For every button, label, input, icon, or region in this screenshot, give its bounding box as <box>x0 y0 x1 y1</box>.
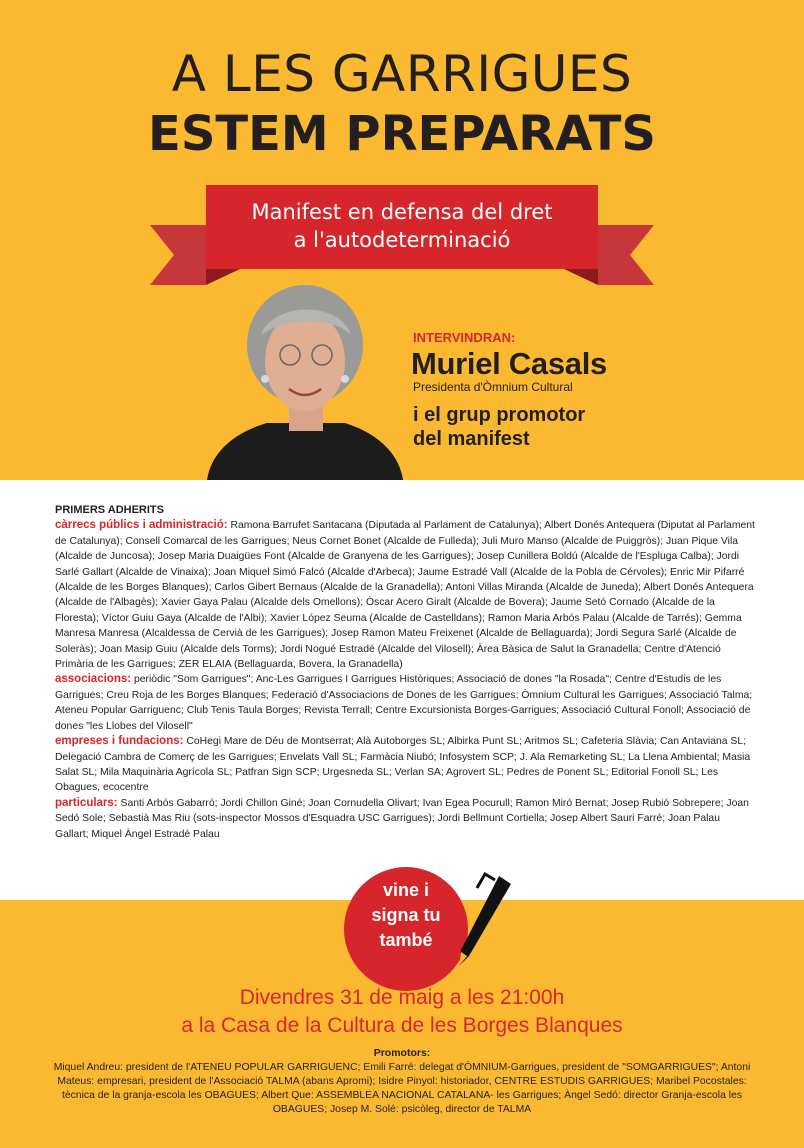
event-date: Divendres 31 de maig a les 21:00h <box>239 986 565 1009</box>
pen-icon <box>455 872 515 970</box>
category-text: periòdic "Som Garrigues"; Anc-Les Garrigues I Garrigues Històriques; Associació de dones "la Rosada"; Centre d'Estudis de les Garrigues; Creu Roja de les Borges Blanques; Federació d'Associacions de Dones de les Garrigues; Òmnium Cultural les Garrigues; Associació Talma; Ateneu Popular Garriguenc; Club Tenis Taula Borges; Revista Terrall; Centre Excursionista Borges-Garrigues; Associació Cultural Fonoll; Associació de dones "les Llobes del Vilosell" <box>55 674 753 732</box>
speaker-name: Muriel Casals <box>411 346 607 381</box>
category-label: particulars: <box>55 796 118 809</box>
adherents-section <box>55 503 755 842</box>
cta-line3: també <box>379 930 433 950</box>
ribbon-right-fold <box>564 269 598 285</box>
photo-shoulders <box>207 423 403 480</box>
ribbon-line2: a l'autodeterminació <box>293 228 511 252</box>
promoters-title: Promotors: <box>373 1047 431 1059</box>
group-line2: del manifest <box>413 428 530 450</box>
category-text: Ramona Barrufet Santacana (Diputada al Parlament de Catalunya); Albert Donés Antequera (Diputat al Parlament de Catalunya); Consell Comarcal de les Garrigues; Neus Cornet Bonet (Alcalde de Fulleda); Juli Muro Manso (Alcalde de Puiggròs); Juan Pique Vila (Alcalde de Juncosa); Josep Maria Duaigües Font (Alcalde de Granyena de les Garrigues); Josep Cunillera Boldú (Alcalde de l'Espluga Calba); Jordi Sarlé Gallart (Alcalde de Vinaixa); Joan Miquel Simó Falcó (Alcalde d'Arbeca); Jaume Estradé Vall (Alcalde de la Pobla de Cérvoles); Enric Mir Pifarré (Alcalde de les Borges Blanques); Carlos Gibert Bernaus (Alcalde de la Granadella); Antoni Villas Miranda (Alcalde de Juneda); Albert Donés Antequera (Alcalde de l'Albagès); Xavier Gaya Palau (Alcalde dels Omellons); Òscar Acero Giralt (Alcalde de Bovera); Jaume Setó Cornado (Alcalde de la Floresta); Víctor Guiu Gaya (Alcalde de l'Albi); Xavier López Seuma (Alcalde de Castelldans); Ramon Maria Arbós Palau (Alcalde de Tarrés); Gemma Manresa Manresa (Alcaldessa de Cervià de les Garrigues); Josep Ramon Mateu Freixenet (Alcalde de Bellaguarda); Jordi Segura Sarlé (Alcalde de Soleràs); Joan Masip Guiu (Alcalde dels Torms); Jordi Nogué Estradé (Alcalde del Vilosell); Àrea Bàsica de Salut la Granadella; Centre d'Atenció Primària de les Garrigues; ZER ELAIA (Bellaguarda, Bovera, la Granadella) <box>55 520 755 671</box>
photo-earring-right <box>341 375 349 383</box>
ribbon-line1: Manifest en defensa del dret <box>251 200 553 224</box>
adherents-paragraph <box>55 796 755 842</box>
speaker-role: Presidenta d'Òmnium Cultural <box>413 380 573 394</box>
title-line1: A LES GARRIGUES <box>171 45 633 103</box>
sign-call-to-action <box>344 878 468 953</box>
intro-label: INTERVINDRAN: <box>413 330 516 345</box>
adherents-paragraph <box>55 734 755 796</box>
event-info <box>0 984 804 1040</box>
title-line2: ESTEM PREPARATS <box>148 106 656 162</box>
event-place: a la Casa de la Cultura de les Borges Blanques <box>181 1014 623 1037</box>
adherents-title: PRIMERS ADHERITS <box>55 504 164 516</box>
pen-body <box>459 876 511 966</box>
speaker-photo <box>205 283 405 480</box>
category-text: CoHegi Mare de Déu de Montserrat; Alà Autoborges SL; Albirka Punt SL; Aritmos SL; Cafeteria Slàvia; Can Antaviana SL; Delegació Cambra de Comerç de les Garrigues; Envelats Vall SL; Farmàcia Niubó; Infosystem SCP; J. Ala Remarketing SL; La Llena Ambiental; Masia Salat SL; Mila Maquinària Agrícola SL; Patfran Sign SCP; Urgesneda SL; Verlan SA; Agrovert SL; Pedres de Ponent SL; Editorial Fonoll SL; Les Obagues, ecocentre <box>55 736 751 794</box>
promoters-text: Miquel Andreu: president de l'ATENEU POPULAR GARRIGUENC; Emili Farré: delegat d'ÒMNIUM-Garrigues, president de "SOMGARRIGUES"; Antoni Mateus: empresari, president de l'Associació TALMA (abans Apromi); Isidre Pinyol: historiador, CENTRE ESTUDIS GARRIGUES; Maribel Pocostales: tècnica de la granja-escola les OBAGUES; Albert Que: ASSEMBLEA NACIONAL CATALANA- les Garrigues; Àngel Sedó: director Granja-escola les OBAGUES; Josep M. Solé: psicòleg, director de TALMA <box>53 1062 751 1115</box>
category-label: càrrecs públics i administració: <box>55 519 228 532</box>
ribbon-right-tail <box>598 225 654 285</box>
ribbon-left-tail <box>150 225 206 285</box>
adherents-paragraph <box>55 518 755 672</box>
promoter-group <box>413 403 613 451</box>
category-text: Santi Arbós Gabarró; Jordi Chillon Giné; Joan Cornudella Olivart; Ivan Egea Pocurull; Ramon Miró Bernat; Josep Rubió Sobrepere; Joan Sedó Sole; Sebastià Mas Riu (sots-inspector Mossos d'Esquadra USC Garrigues); Jordi Bellmunt Cortiella; Josep Albert Sauri Farré; Joan Palau Gallart; Miquel Àngel Estradé Palau <box>55 797 749 840</box>
photo-earring-left <box>261 375 269 383</box>
cta-line2: signa tu <box>371 905 441 925</box>
pen-clip <box>477 874 495 888</box>
category-label: associacions: <box>55 673 132 686</box>
ribbon-text <box>206 198 598 254</box>
group-line1: i el grup promotor <box>413 404 586 426</box>
adherents-paragraph <box>55 672 755 734</box>
cta-line1: vine i <box>382 880 430 900</box>
category-label: empreses i fundacions: <box>55 735 184 748</box>
